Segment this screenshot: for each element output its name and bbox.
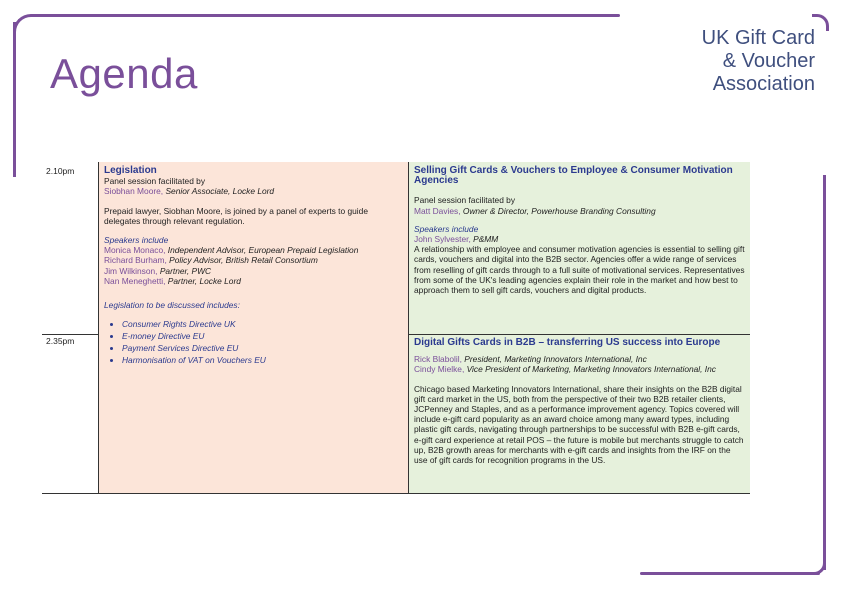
frame-bottom-line [640,572,820,575]
speaker [414,354,746,364]
speakers-label: Speakers include [104,235,169,246]
speaker-name: Monica Monaco, [104,245,166,256]
speaker [104,245,404,255]
topic-item: • Consumer Rights Directive UK [122,318,404,330]
session-heading: Legislation [104,165,157,176]
speaker-role: President, Marketing Innovators International, Inc [461,354,647,365]
speaker-role: Partner, PWC [157,265,212,276]
session-body: Chicago based Marketing Innovators International, share their insights on the B2B digital gift card market in the US, both from the perspective of their two B2B retailer clients, JCPenney and Staples, and as a performance improvement agency. Topics covered will include e-gift card popularity as an award choice among many award types, including plastic gift cards, navigating through partnerships to be successful with B2B e-gift cards, e-gift card experience at retail POS – the future is mobile but merchants struggle to catch up, B2B growth areas for merchants with e-gift cards and insights from the IRF on the use of gift cards for recognition programs in the US. [414,383,744,466]
speaker [104,255,404,265]
facilitator-role: Owner & Director, Powerhouse Branding Consulting [460,205,656,216]
speaker [104,266,404,276]
time-column [42,162,99,494]
speaker [414,364,746,374]
speaker-name: Jim Wilkinson, [104,265,158,276]
facilitator [104,186,404,196]
right-sessions [409,162,750,494]
legislation-session [99,162,409,494]
speaker-name: Nan Meneghetti, [104,275,166,286]
session-heading: Selling Gift Cards & Vouchers to Employee & Consumer Motivation Agencies [414,165,733,187]
facilitator-name: Siobhan Moore, [104,186,164,197]
logo-line-1: UK Gift Card [701,27,815,49]
topics-list [104,318,404,366]
speaker-role: P&MM [470,234,499,245]
logo-line-3: Association [712,73,815,95]
session-body: A relationship with employee and consumer motivation agencies is essential to selling gift cards, vouchers and digital into the B2B sector. Agencies offer a wide range of services from reselling of gift cards through to a full suite of motivational services. Representatives from some of the UK's leading agencies explain their role in the market and how best to approach them to sell gift cards, vouchers and digital products. [414,244,745,296]
speaker-role: Policy Advisor, British Retail Consortium [166,255,318,266]
session-intro: Prepaid lawyer, Siobhan Moore, is joined by a panel of experts to guide delegates through relevant regulation. [104,205,368,226]
frame-corner-top-left [13,14,38,39]
time-divider [42,334,99,335]
topic-item: • Payment Services Directive EU [122,342,404,354]
agenda-table [42,162,750,494]
frame-right-line [823,175,826,570]
speaker-name: Richard Burham, [104,255,167,266]
facilitated-label: Panel session facilitated by [104,176,206,187]
speaker-role: Independent Advisor, European Prepaid Legislation [165,245,359,256]
logo [695,27,815,96]
topics-label: Legislation to be discussed includes: [104,300,240,311]
speaker [414,234,746,244]
speaker-name: Rick Blabolil, [414,354,462,365]
topic-item: • E-money Directive EU [122,330,404,342]
facilitator-name: Matt Davies, [414,205,461,216]
speaker-name: John Sylvester, [414,234,471,245]
frame-left-line [13,22,16,177]
speaker-role: Partner, Locke Lord [165,275,241,286]
page-title: Agenda [50,50,198,97]
session-heading: Digital Gifts Cards in B2B – transferring US success into Europe [414,337,721,348]
logo-line-2: & Voucher [722,50,815,72]
facilitator-role: Senior Associate, Locke Lord [163,186,275,197]
facilitated-label: Panel session facilitated by [414,195,516,206]
speaker-role: Vice President of Marketing, Marketing Innovators International, Inc [464,364,716,375]
session-divider [409,334,750,335]
time-slot-1: 2.10pm [46,166,75,176]
time-slot-2: 2.35pm [46,336,75,346]
speaker-name: Cindy Mielke, [414,364,465,375]
facilitator [414,206,746,216]
speaker [104,276,404,286]
frame-top-line [30,14,620,17]
topic-item: • Harmonisation of VAT on Vouchers EU [122,354,404,366]
speakers-label: Speakers include [414,223,479,234]
